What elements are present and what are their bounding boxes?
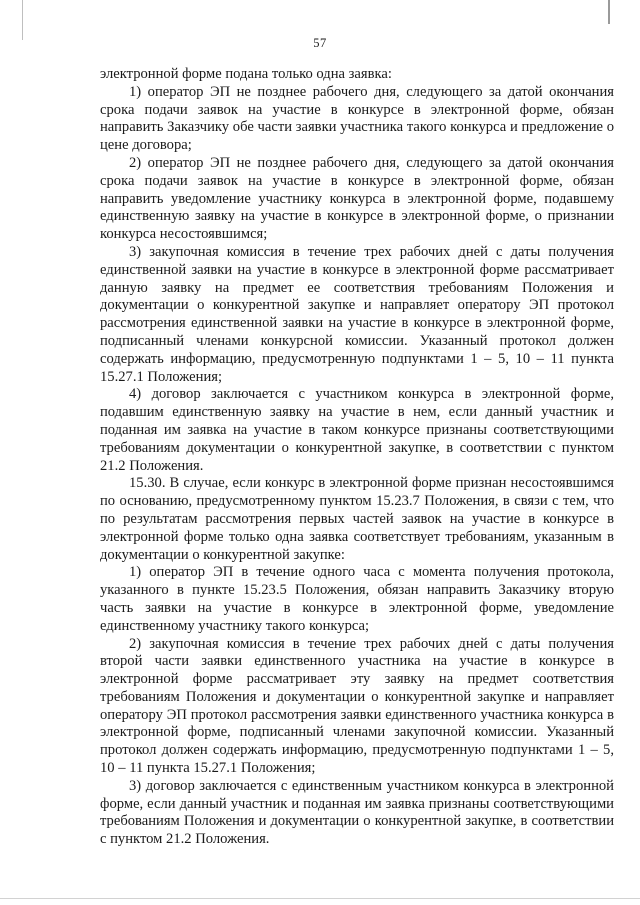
scan-edge-mark xyxy=(0,898,640,899)
paragraph: 15.30. В случае, если конкурс в электронной форме признан несостоявшимся по основанию, предусмотренному пунктом 15.23.7 Положения, в связи с тем, что по результатам рассмотрения первых частей заявок на участие в конкурсе в электронной форме только одна заявка соответствует требованиям, указанным в документации о конкурентной закупке: xyxy=(100,475,614,563)
page-number: 57 xyxy=(313,36,327,50)
paragraph: 3) закупочная комиссия в течение трех рабочих дней с даты получения единственной заявки на участие в конкурсе в электронной форме рассматривает данную заявку на предмет ее соответствия требованиям Положения и документации о конкурентной закупке и направляет оператору ЭП протокол рассмотрения единственной заявки на участие в конкурсе в электронной форме, подписанный членами конкурсной комиссии. Указанный протокол должен содержать информацию, предусмотренную подпунктами 1 – 5, 10 – 11 пункта 15.27.1 Положения; xyxy=(100,243,614,385)
paragraph: 4) договор заключается с участником конкурса в электронной форме, подавшим единственную заявку на участие в нем, если данный участник и поданная им заявка на участие в таком конкурсе признаны соответствующими требованиям документации о конкурентной закупке, в соответствии с пунктом 21.2 Положения. xyxy=(100,386,614,474)
paragraph: 2) закупочная комиссия в течение трех рабочих дней с даты получения второй части заявки единственного участника на участие в конкурсе в электронной форме рассматривает эту заявку на предмет соответствия требованиям Положения и документации о конкурентной закупке и направляет оператору ЭП протокол рассмотрения заявки единственного участника конкурса в электронной форме, подписанный членами закупочной комиссии. Указанный протокол должен содержать информацию, предусмотренную подпунктами 1 – 5, 10 – 11 пункта 15.27.1 Положения; xyxy=(100,635,614,777)
paragraph: электронной форме подана только одна заявка: xyxy=(100,66,392,82)
scan-edge-mark xyxy=(22,0,23,40)
document-body xyxy=(100,66,614,849)
paragraph: 2) оператор ЭП не позднее рабочего дня, следующего за датой окончания срока подачи заявок на участие в конкурсе в электронной форме, обязан направить уведомление участнику конкурса в электронной форме, подавшему единственную заявку на участие в конкурсе в электронной форме, о признании конкурса несостоявшимся; xyxy=(100,154,614,243)
paragraph: 3) договор заключается с единственным участником конкурса в электронной форме, если данный участник и поданная им заявка признаны соответствующими требованиям Положения и документации о конкурентной закупке, в соответствии с пунктом 21.2 Положения. xyxy=(100,777,614,848)
scan-edge-mark xyxy=(608,0,610,24)
paragraph: 1) оператор ЭП в течение одного часа с момента получения протокола, указанного в пункте 15.23.5 Положения, обязан направить Заказчику вторую часть заявки на участие в конкурсе в электронной форме, уведомление единственному участнику такого конкурса; xyxy=(100,564,614,634)
paragraph: 1) оператор ЭП не позднее рабочего дня, следующего за датой окончания срока подачи заявок на участие в конкурсе в электронной форме, обязан направить Заказчику обе части заявки участника такого конкурса и предложение о цене договора; xyxy=(100,83,614,154)
